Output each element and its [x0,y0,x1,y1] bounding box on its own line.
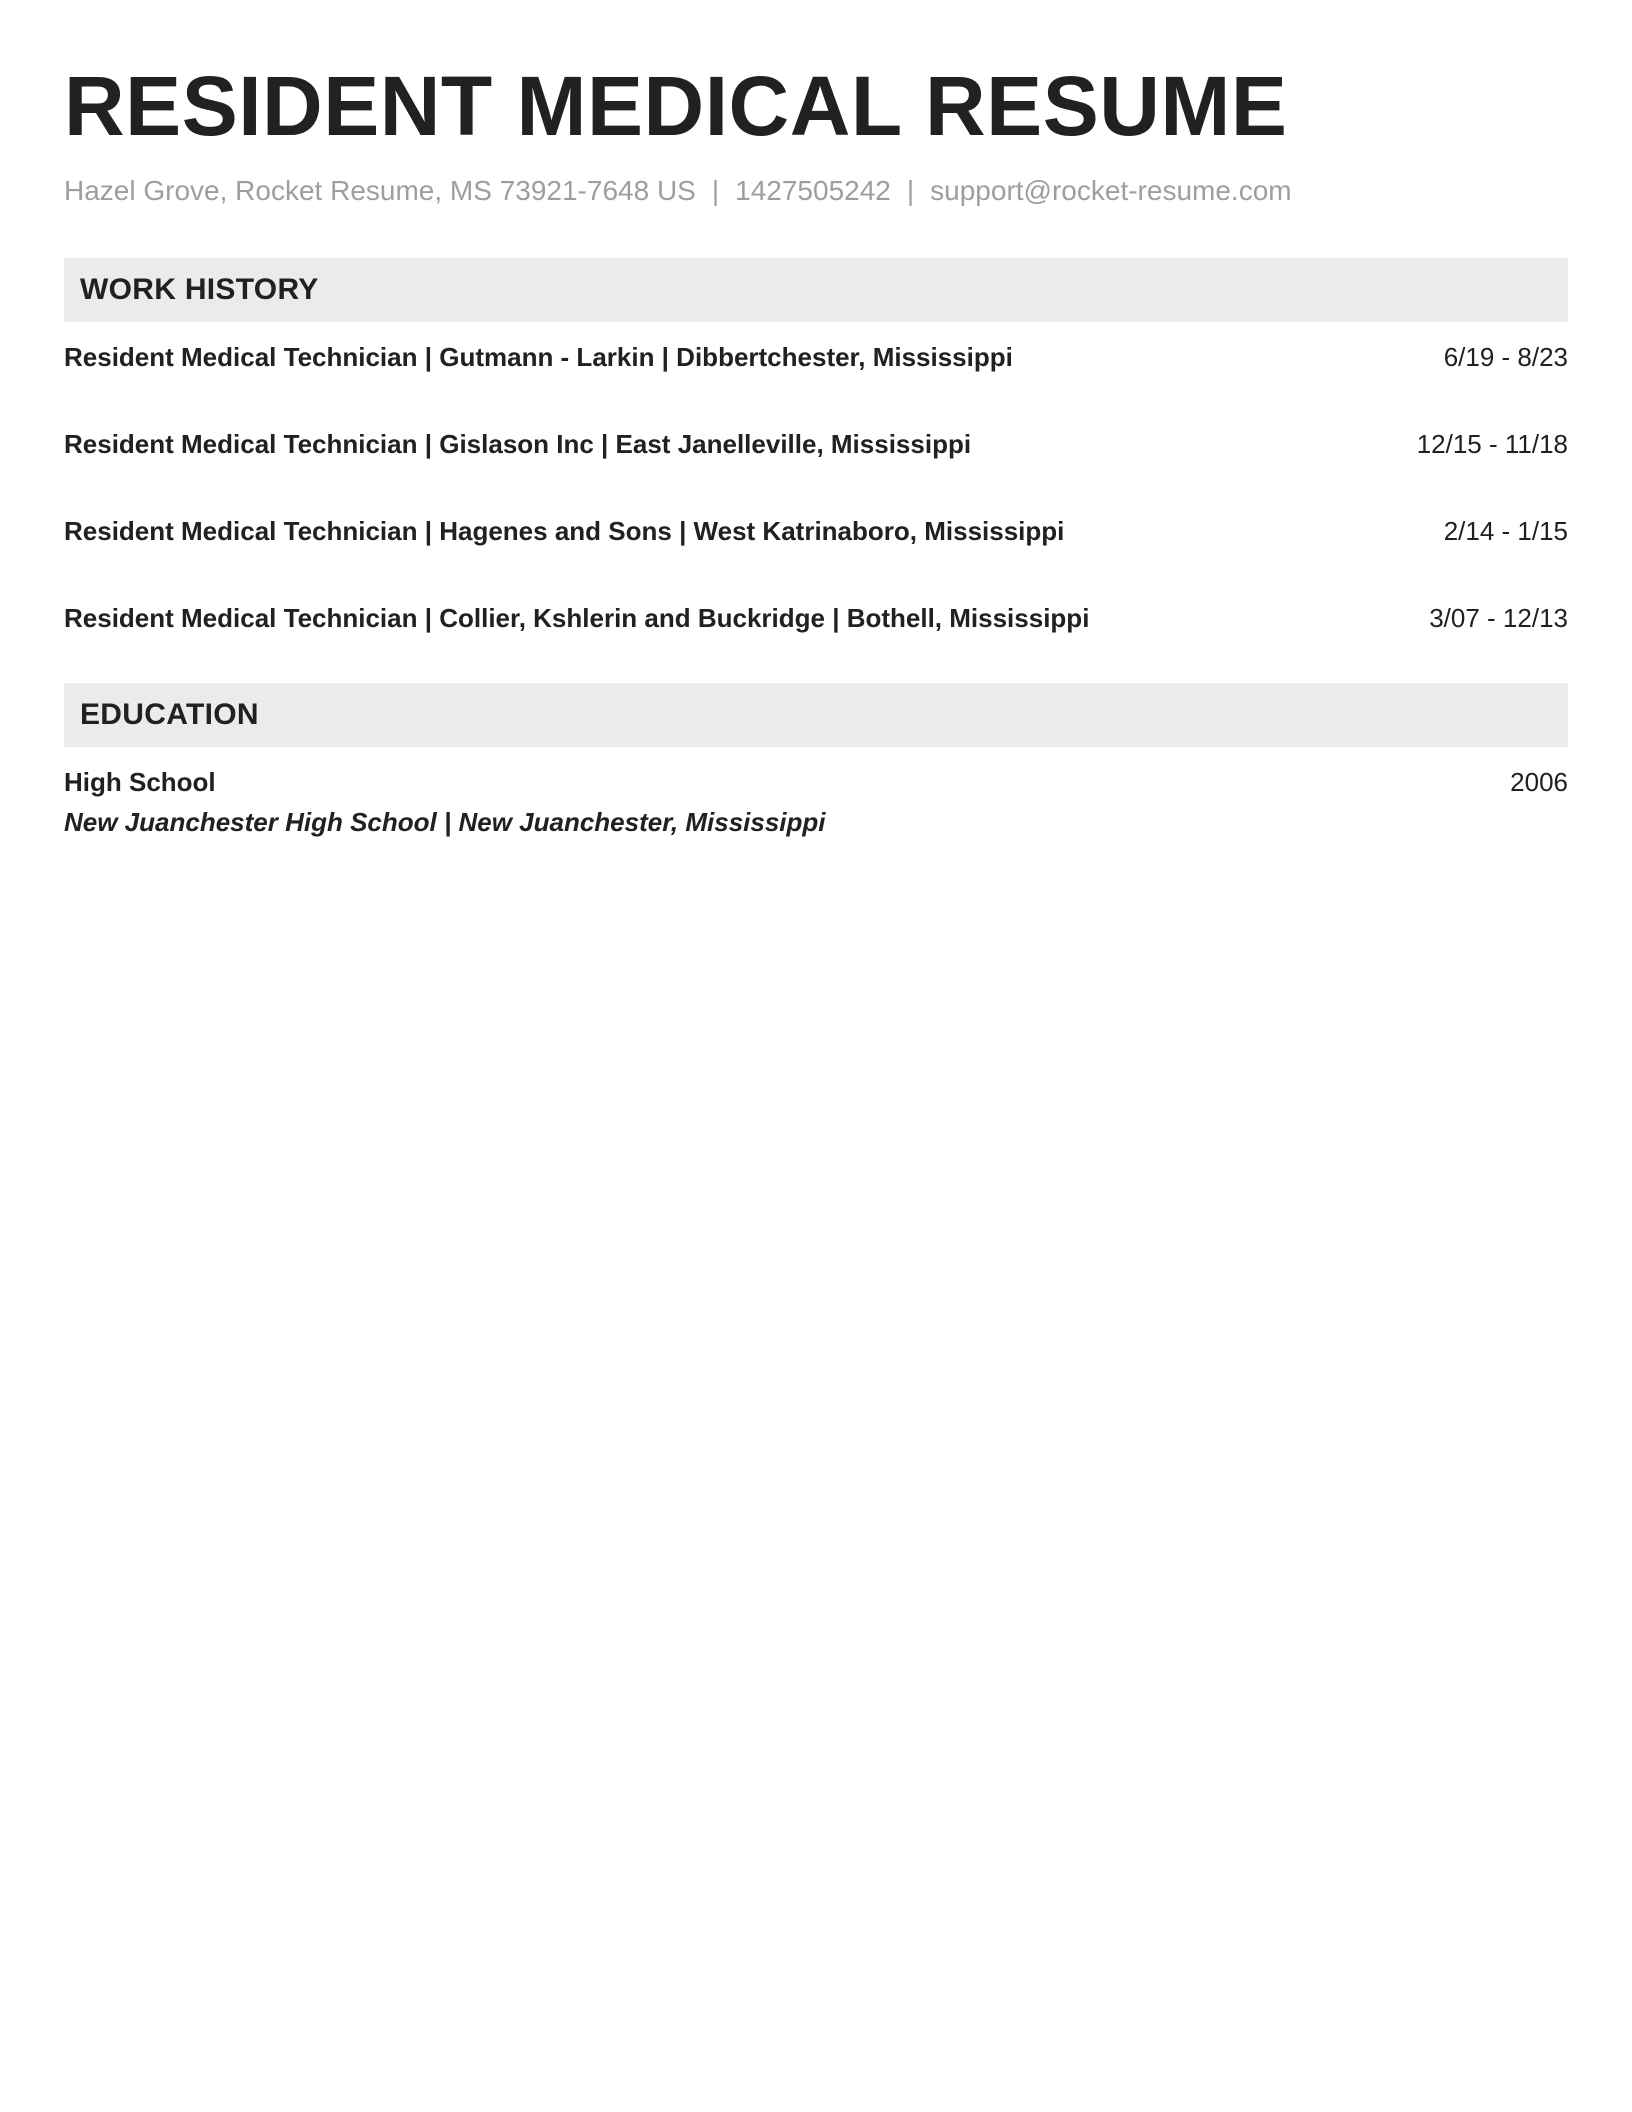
job-entry [64,601,1568,635]
contact-address: Hazel Grove, Rocket Resume, MS 73921-7648 US [64,175,696,206]
contact-separator: | [906,175,915,206]
education-section [64,683,1568,839]
education-row [64,765,1568,799]
job-title: Resident Medical Technician | Collier, Kshlerin and Buckridge | Bothell, Mississippi [64,603,1090,633]
resume-title: RESIDENT MEDICAL RESUME [64,59,1288,153]
education-entry [64,765,1568,839]
job-entry [64,340,1568,374]
contact-email: support@rocket-resume.com [930,175,1292,206]
job-dates: 6/19 - 8/23 [1443,342,1568,372]
job-entry [64,514,1568,548]
job-dates: 3/07 - 12/13 [1429,603,1568,633]
contact-line [64,174,1568,208]
contact-separator: | [711,175,720,206]
education-degree: High School [64,767,216,797]
job-entry [64,427,1568,461]
work-history-list [64,340,1568,635]
education-school: New Juanchester High School | New Juanchester, Mississippi [64,807,826,837]
education-heading: EDUCATION [64,683,1568,747]
job-title: Resident Medical Technician | Gislason Inc | East Janelleville, Mississippi [64,429,972,459]
education-year: 2006 [1510,767,1568,797]
work-history-heading: WORK HISTORY [64,258,1568,322]
job-dates: 12/15 - 11/18 [1416,429,1568,459]
job-title: Resident Medical Technician | Gutmann - Larkin | Dibbertchester, Mississippi [64,342,1013,372]
job-title: Resident Medical Technician | Hagenes and Sons | West Katrinaboro, Mississippi [64,516,1065,546]
contact-phone: 1427505242 [735,175,891,206]
job-dates: 2/14 - 1/15 [1443,516,1568,546]
